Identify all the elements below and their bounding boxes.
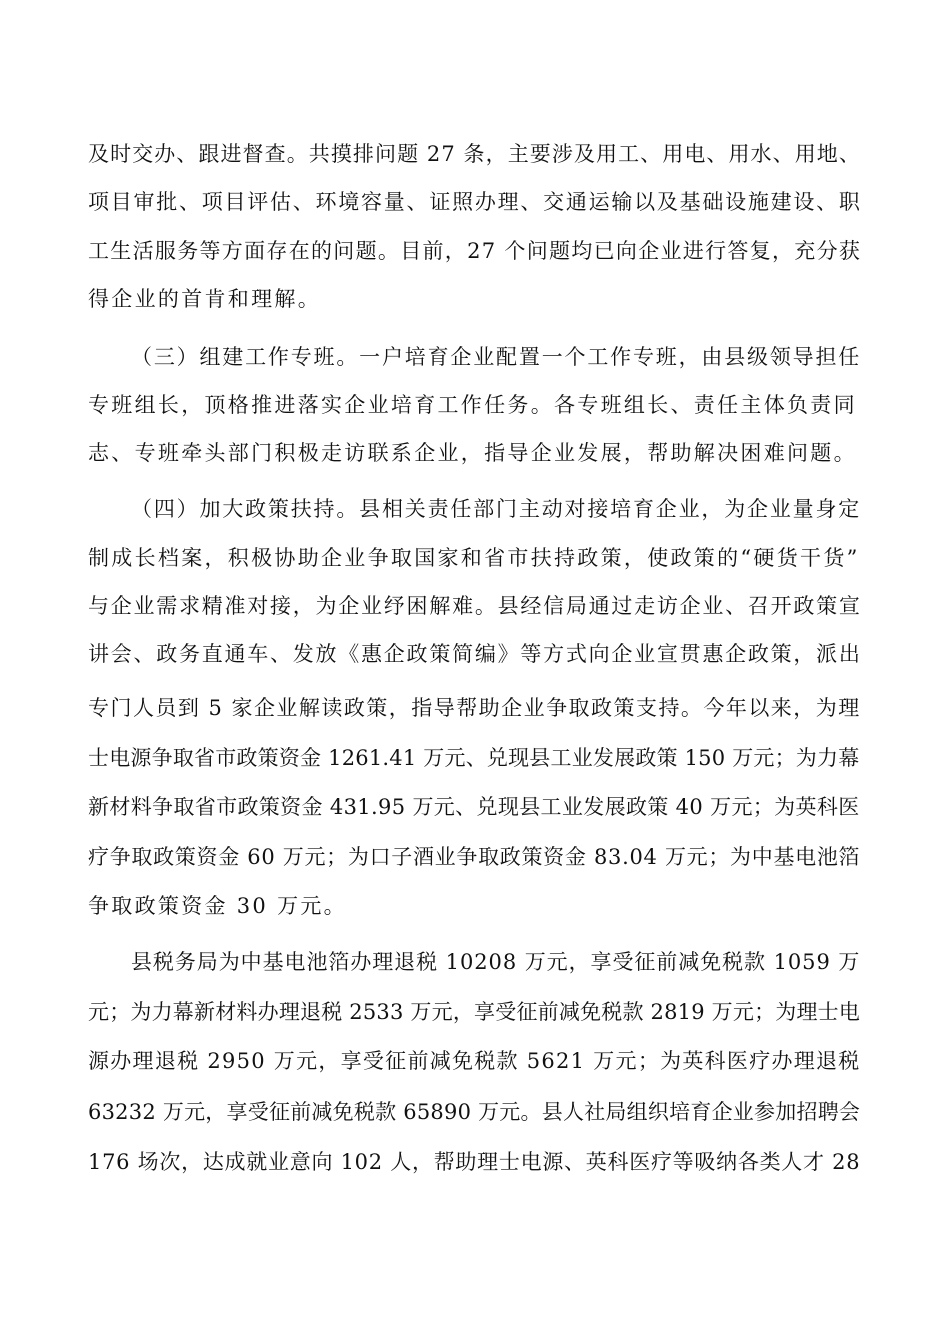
text-line: 制成长档案，积极协助企业争取国家和省市扶持政策，使政策的“硬货干货” xyxy=(88,546,860,570)
text-line: 得企业的首肯和理解。 xyxy=(88,287,321,311)
text-line: 争取政策资金 30 万元。 xyxy=(88,894,347,918)
text-line: 元；为力幕新材料办理退税 2533 万元，享受征前减免税款 2819 万元；为理士电 xyxy=(88,1000,861,1024)
section-heading-line: （四）加大政策扶持。县相关责任部门主动对接培育企业，为企业量身定 xyxy=(131,497,862,521)
text-line: 讲会、政务直通车、发放《惠企政策简编》等方式向企业宣贯惠企政策，派出 xyxy=(88,642,862,666)
text-line: 63232 万元，享受征前减免税款 65890 万元。县人社局组织培育企业参加招聘会 xyxy=(88,1100,861,1124)
text-line: 新材料争取省市政策资金 431.95 万元、兑现县工业发展政策 40 万元；为英科医 xyxy=(88,795,860,819)
text-line: 专班组长，顶格推进落实企业培育工作任务。各专班组长、责任主体负责同 xyxy=(88,393,857,417)
text-line: 志、专班牵头部门积极走访联系企业，指导企业发展，帮助解决困难问题。 xyxy=(88,441,857,465)
text-line: 与企业需求精准对接，为企业纾困解难。县经信局通过走访企业、召开政策宣 xyxy=(88,594,862,618)
text-line: 工生活服务等方面存在的问题。目前，27 个问题均已向企业进行答复，充分获 xyxy=(88,239,862,263)
text-line: 源办理退税 2950 万元，享受征前减免税款 5621 万元；为英科医疗办理退税 xyxy=(88,1049,861,1073)
text-line: 176 场次，达成就业意向 102 人，帮助理士电源、英科医疗等吸纳各类人才 28 xyxy=(88,1150,861,1174)
text-line: 及时交办、跟进督查。共摸排问题 27 条，主要涉及用工、用电、用水、用地、 xyxy=(88,142,861,166)
text-line: 项目审批、项目评估、环境容量、证照办理、交通运输以及基础设施建设、职 xyxy=(88,190,862,214)
text-line: 专门人员到 5 家企业解读政策，指导帮助企业争取政策支持。今年以来，为理 xyxy=(88,696,861,720)
text-line: 士电源争取省市政策资金 1261.41 万元、兑现县工业发展政策 150 万元；为力幕 xyxy=(88,746,860,770)
section-heading-line: （三）组建工作专班。一户培育企业配置一个工作专班，由县级领导担任 xyxy=(131,345,862,369)
text-line: 疗争取政策资金 60 万元；为口子酒业争取政策资金 83.04 万元；为中基电池箔 xyxy=(88,845,861,869)
paragraph-start-line: 县税务局为中基电池箔办理退税 10208 万元，享受征前减免税款 1059 万 xyxy=(131,950,861,974)
